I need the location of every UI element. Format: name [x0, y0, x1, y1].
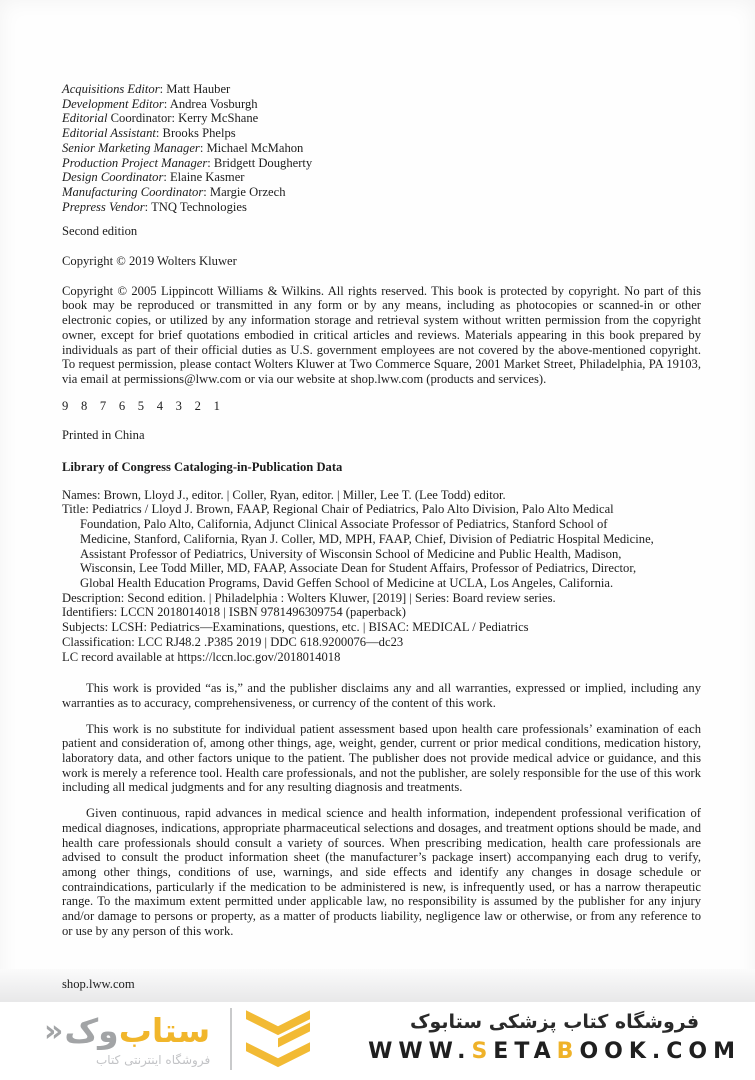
- cip-line: Title: Pediatrics / Lloyd J. Brown, FAAP, Regional Chair of Pediatrics, Palo Alto Division, Palo Alto Medical: [62, 502, 614, 517]
- cip-line: Assistant Professor of Pediatrics, University of Wisconsin School of Medicine and Public Health, Madison,: [80, 546, 622, 561]
- credit-line: Production Project Manager: Bridgett Dougherty: [62, 155, 313, 170]
- store-title-fa: فروشگاه کتاب پزشکی ستابوک: [410, 1011, 700, 1033]
- printed-in-line: Printed in China: [62, 428, 145, 443]
- credit-line: Design Coordinator: Elaine Kasmer: [62, 170, 245, 185]
- credit-line: Acquisitions Editor: Matt Hauber: [62, 82, 231, 96]
- cip-line: Identifiers: LCCN 2018014018 | ISBN 9781496309754 (paperback): [62, 605, 406, 620]
- copyright-2019-line: Copyright © 2019 Wolters Kluwer: [62, 254, 237, 269]
- cip-line: Medicine, Stanford, California, Ryan J. Coller, MD, MPH, FAAP, Chief, Division of Pediatric Hospital Medicine,: [80, 531, 654, 546]
- printing-numbers: 9 8 7 6 5 4 3 2 1: [62, 398, 220, 413]
- credit-line: Prepress Vendor: TNQ Technologies: [62, 199, 247, 214]
- disclaimer-paragraph: Given continuous, rapid advances in medical science and health information, independent professional verification of medical diagnoses, indications, appropriate pharmaceutical selections and dosages, and treatment options should be made, and health care professionals should consult a variety of sources. When prescribing medication, health care professionals are advised to consult the product information sheet (the manufacturer’s package insert) accompanying each drug to verify, among other things, conditions of use, warnings, and side effects and identify any changes in dosage schedule or contraindications, particularly if the medication to be administered is new, is infrequently used, or has a narrow therapeutic range. To the maximum extent permitted under applicable law, no responsibility is assumed by the publisher for any injury and/or damage to persons or property, as a matter of products liability, negligence law or otherwise, or from any reference to or use by any person of this work.: [62, 806, 701, 938]
- setabook-url: [368, 1039, 741, 1064]
- setabook-wordmark-block: [44, 1011, 210, 1067]
- credit-line: Development Editor: Andrea Vosburgh: [62, 96, 258, 111]
- url-segment: ETA: [493, 1039, 557, 1064]
- credit-line: Manufacturing Coordinator: Margie Orzech: [62, 184, 286, 199]
- cip-line: Foundation, Palo Alto, California, Adjunct Clinical Associate Professor of Pediatrics, Stanford School of: [80, 517, 608, 532]
- cip-line: Subjects: LCSH: Pediatrics—Examinations, questions, etc. | BISAC: MEDICAL / Pediatrics: [62, 620, 529, 635]
- page-content: [62, 82, 701, 938]
- setabook-brand-text: [368, 1010, 741, 1064]
- copyright-paragraph: Copyright © 2005 Lippincott Williams & Wilkins. All rights reserved. This book is protected by copyright. No part of this book may be reproduced or transmitted in any form or by any means, including as photocopies or scanned-in or other electronic copies, or utilized by any information storage and retrieval system without written permission from the copyright owner, except for brief quotations embodied in critical articles and reviews. Materials appearing in this book prepared by individuals as part of their official duties as U.S. government employees are not covered by the above-mentioned copyright. To request permission, please contact Wolters Kluwer at Two Commerce Square, 2001 Market Street, Philadelphia, PA 19103, via email at permissions@lww.com or via our website at shop.lww.com (products and services).: [62, 283, 701, 386]
- disclaimer-paragraph: This work is no substitute for individual patient assessment based upon health care professionals’ examination of each patient and consideration of, among other things, age, weight, gender, current or prior medical conditions, medication history, laboratory data, and other factors unique to the patient. The publisher does not provide medical advice or guidance, and this work is merely a reference tool. Health care professionals, and not the publisher, are solely responsible for the use of this work including all medical judgments and for any resulting diagnosis and treatments.: [62, 721, 701, 795]
- cip-line: Wisconsin, Lee Todd Miller, MD, FAAP, Associate Dean for Student Affairs, Professor of Pediatrics, Director,: [80, 561, 637, 576]
- wordmark-yellow-part: ستاب: [118, 1011, 211, 1050]
- disclaimer-paragraph: This work is provided “as is,” and the publisher disclaims any and all warranties, expressed or implied, including any warranties as to accuracy, comprehensiveness, or currency of the content of this work.: [62, 681, 701, 710]
- cip-line: Classification: LCC RJ48.2 .P385 2019 | DDC 618.9200076—dc23: [62, 634, 404, 649]
- cip-line: Global Health Education Programs, David Geffen School of Medicine at UCLA, Los Angeles, California.: [80, 575, 614, 590]
- guillemet-icon: «: [44, 1013, 64, 1049]
- url-segment: OOK.COM: [579, 1039, 741, 1064]
- cip-line: Description: Second edition. | Philadelphia : Wolters Kluwer, [2019] | Series: Board review series.: [62, 590, 556, 605]
- url-segment: WWW.: [368, 1039, 472, 1064]
- shop-lww-url: shop.lww.com: [62, 977, 135, 991]
- setabook-logo: [44, 1005, 310, 1073]
- chevron-emblem-icon: [246, 1005, 310, 1073]
- credit-line: Senior Marketing Manager: Michael McMahon: [62, 140, 304, 155]
- credit-line: Editorial Coordinator: Kerry McShane: [62, 111, 259, 126]
- url-segment: B: [556, 1039, 580, 1064]
- url-segment: S: [471, 1039, 494, 1064]
- wordmark-gray-part: وک: [64, 1011, 119, 1050]
- cip-line: Names: Brown, Lloyd J., editor. | Coller, Ryan, editor. | Miller, Lee T. (Lee Todd) editor.: [62, 487, 506, 502]
- setabook-footer: [0, 1002, 755, 1080]
- cip-data-block: [62, 488, 701, 664]
- loc-cip-heading: Library of Congress Cataloging-in-Publication Data: [62, 460, 343, 475]
- credit-line: Editorial Assistant: Brooks Phelps: [62, 126, 236, 141]
- edition-line: Second edition: [62, 224, 138, 239]
- logo-divider: [230, 1008, 232, 1070]
- setabook-caption: فروشگاه اینترنتی کتاب: [95, 1053, 211, 1067]
- credits-list: [62, 82, 701, 214]
- setabook-wordmark: [44, 1011, 210, 1051]
- disclaimer-paragraphs: [62, 681, 701, 938]
- cip-line: LC record available at https://lccn.loc.gov/2018014018: [62, 649, 341, 664]
